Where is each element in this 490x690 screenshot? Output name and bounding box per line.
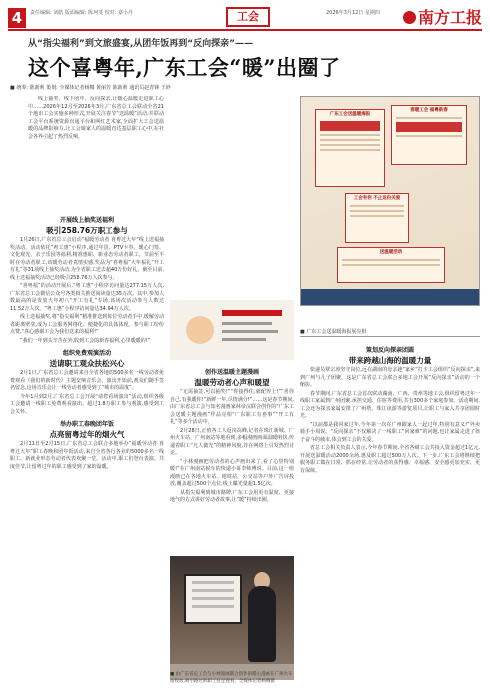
- section-subheading: 吸引258.76万职工参与: [46, 225, 128, 235]
- body-paragraph: “无需抽签,可以抽奖!”“你接得住,就配得上!”“喜你自己,有我暖你!”新鲜一年,尽情满分!”……这是春节期间,由广东省总工会与知名漫画家林帝浣联合创作的“广东工会送暖主题漫画”作品亮相“广东职工有喜事”“开工有礼”等多个活动中。: [170, 389, 294, 425]
- section-subheading: 送请职工观众扶松兴心: [49, 358, 125, 368]
- poster-photo-caption: ■ 广东工会送温暖海报展亮相: [300, 329, 367, 335]
- photo-strip: [301, 289, 479, 305]
- person-figure: [248, 586, 276, 662]
- body-paragraph: “以前都是我回家过年,今年第一次在广州跟家人一起过年,特别有意义!”外卖骑手小周说。“反向探亲”不仅解决了一线职工“回家难”的问题,也让家属走进了孩子奋斗的城市,体会到工会的关爱。: [300, 421, 480, 443]
- article-headline: 这个喜粤年,广东工会“暖”出圈了: [28, 55, 341, 80]
- body-paragraph: 从指尖福利到城市路牌,广东工会用更有温度、更接地气的方式讲好劳动者故事,让“暖”持续出圈。: [170, 489, 294, 503]
- masthead: [8, 6, 482, 36]
- poster-title: 春暖工会 福粤新春: [410, 108, 448, 113]
- section-label: 工会: [226, 7, 270, 27]
- section-subheading: 温暖劳动者心声和暖望: [194, 377, 270, 387]
- article-column-1: [10, 212, 164, 682]
- body-paragraph: 2月11日至2月15日,广东省总工会联合多地举办“福暖劳动者 喜粤过大年”职工春晚和团年饭活动,来自全省各行各业的5000多名一线职工、新就业形态劳动者代表欢聚一堂。活动中,职工们登台表演、共度佳节,让留粤过年的职工感受到了家的温暖。: [10, 441, 164, 470]
- poster-3: [345, 193, 409, 243]
- poster-panel: [184, 574, 242, 624]
- body-paragraph: 2月28日,正值各工人返岗高峰,记者在珠江新城、广州火车站、广州南站等地看到,多幅漫画画面温暖明快,传递着职工“凡人微光”的精神风貌,并在网络上引发热烈讨论。: [170, 427, 294, 456]
- article-byline: ■ 统筹: 陈新莉 策划: 全媒体记者杨娜 黄丽芳 陈新莉 通讯员赵青锋 王妙: [10, 85, 171, 91]
- body-paragraph: “喜粤福”的活动开展后,“粤工惠”小程序访问量达277.15万人次,广东省总工会微信公众号各类相关推送阅读量达35万次。其中,参加人数最高的是发放大年初八“开工有礼”专场,该场次活动参与人数达11.52万人次。“粤工惠”小程序访问量达34.94万人次。: [10, 283, 164, 312]
- masthead-rule: [8, 29, 482, 31]
- body-paragraph: 1月26日,广东省总工会启动“福暖劳动者 喜粤过大年”线上送福抽奖活动。活动依托“粤工惠”小程序,通过年货、PTV卡券、暖心门票、文化观光、亲子乐园等福利,精准惠职、新业态劳动者职工。节前至平时在劳动者职工,该暖劳动者真情实感,奖品为“喜粤福”大年福礼“开工有礼”等31项线上抽奖活动,为全省职工送去超40万份好礼。截至目前,线上送福抽奖活动已经吸引258.76万人次参与。: [10, 237, 164, 281]
- section-heading: 策划反向探亲团圆: [365, 347, 414, 354]
- section-subheading: 点亮留粤过年的烟火气: [49, 429, 125, 439]
- body-paragraph: “我们一年到头辛苦在外,收到工会的新春福利,心里暖暖的!”: [20, 337, 151, 344]
- page-number: 4: [8, 8, 26, 28]
- body-paragraph: 今年1月到2月,广东省总工会开展“请您看场演出”活动,组织各级工会邀请一线职工免费观看演出。超过1.8万职工参与观演,感受到工会关怀。: [10, 393, 164, 415]
- article-column-2: [170, 364, 294, 544]
- photo-caption: ■ 由广东省总工会与小林漫画联合创作的暖心漫画在广州火车站投放,吸引路过的职工驻足观看。全媒体记者杨娜摄: [170, 672, 293, 684]
- comic-illustration: [170, 300, 294, 360]
- body-paragraph: 快递员覃宗涛坚守岗位,远在湖南的母亲趁“家乡”打卡工会组织“反向探亲”,来到广州与儿子团聚。这是广东省总工会联合多地工会开展“反向探亲”活动的一个缩影。: [300, 367, 480, 388]
- brand-name: 南方工报: [417, 8, 482, 27]
- article-subheadline: 从“指尖福利”到文旅盛宴,从团年饭再到“反向探亲”——: [28, 39, 254, 49]
- editors-line: 责任编辑: 刘皓 版面编辑: 陈珂斐 校对: 嘉小丹: [30, 10, 134, 16]
- lead-paragraph: 线上抽奖、线下团年、反向探亲,让暖心温暖走进职工心中……2026年12月至2026年3月,广东省总工会联动全省21个地市工会实施多种形式,开展关注春节“送温暖”活动,并联动工会平台系统资源直通平台和网红艺术家,全面扩大工会送温暖的品牌影响力,让工会娘家人的温暖直达基层职工心中,在社会各界引起了热烈反响。: [28, 96, 164, 140]
- body-paragraph: 线上送福抽奖,将“指尖福利”精准推送到每位劳动者手中,缓解劳动者距离壁垒,成为工会服务网络化、便捷化的具体体现。参与职工纷纷点赞,“真心感谢工会为我们送来的福利!”: [10, 314, 164, 335]
- article-lead: [28, 96, 164, 216]
- section-heading: 举办职工春晚团年饭: [59, 421, 114, 428]
- logo-icon: [403, 11, 416, 24]
- section-heading: 创作送温暖主题漫画: [204, 369, 259, 376]
- issue-date: 2026年3月12日 星期四: [326, 10, 380, 16]
- poster-title: 广东工会送温暖海报: [329, 112, 371, 117]
- section-subheading: 带来跨越山海的温暖力量: [348, 355, 432, 365]
- article-column-3: [300, 342, 480, 682]
- body-paragraph: 省总工会相关负责人表示,今年春节期间,全省各级工会共投入资金超过1亿元,开展送温暖活动2000余场,惠及职工超过500万人次。下一步,广东工会将继续把服务职工做在日常、抓在经常,让劳动者的获得感、幸福感、安全感更加充实、更有保障。: [300, 445, 480, 474]
- station-poster-photo: [170, 556, 294, 680]
- body-paragraph: “小林漫画把劳动者的心声画出来了,看了心里特别暖!”在广州南站候车的快递小哥李师傅说。目前,这一组漫画已在各地火车站、地铁站、公交站等户外广告屏投放,覆盖超过500个点位,线上曝光量超1.5亿次。: [170, 458, 294, 487]
- poster-title: 工会有你 不止这份关爱: [353, 196, 401, 201]
- divider: [300, 336, 480, 337]
- newspaper-logo: [403, 5, 482, 28]
- section-heading: 组织免费观演活动: [62, 350, 111, 357]
- poster-4: [337, 247, 445, 283]
- poster-exhibition-photo: [300, 96, 480, 306]
- body-paragraph: 春节期间,广东省总工会首次联动湖南、广西、贵州等地工会,组织留粤过年一线职工家属到广州团聚,承担交通、住宿等费用,共有300多个家庭参加。活动期间,工会还为探亲家属安排了广州塔、珠江夜游等游览项目,让职工与家人共享团圆时光。: [300, 390, 480, 419]
- poster-2: [391, 105, 467, 165]
- section-heading: 开展线上抽奖送福利: [59, 217, 114, 224]
- poster-title: 送温暖活动: [379, 250, 403, 255]
- comic-thumbnail: [170, 300, 294, 360]
- poster-1: [315, 109, 385, 187]
- body-paragraph: 2月1日,广东省总工会邀请来自全省各地的500多名一线劳动者免费观看《我们的新时代》主题交响音乐会。演出开始前,观众们随手签名留念,这场音乐会让一线劳动者感受到了“城市的温度”。: [10, 370, 164, 391]
